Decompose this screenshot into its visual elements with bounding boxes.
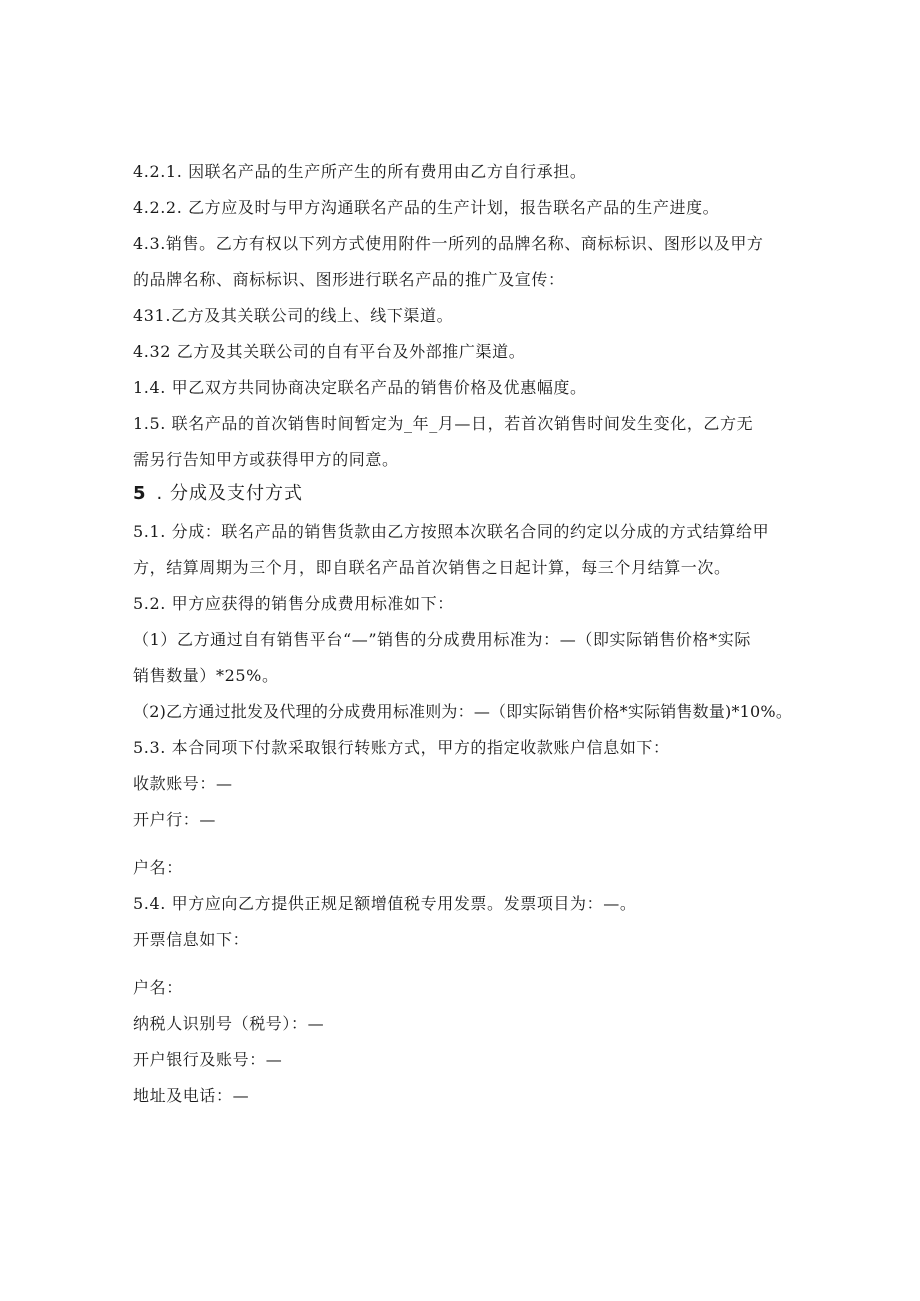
- section-5-number: 5: [133, 483, 147, 504]
- account-number: 收款账号：—: [133, 774, 233, 793]
- clause-4-3-line-2: 的品牌名称、商标标识、图形进行联名产品的推广及宣传：: [133, 270, 565, 289]
- clause-5-2-item-2: （2)乙方通过批发及代理的分成费用标准则为：—（即实际销售价格*实际销售数量)*10%。: [133, 702, 793, 721]
- account-name: 户名：: [133, 858, 183, 877]
- clause-5-3: 5.3. 本合同项下付款采取银行转账方式，甲方的指定收款账户信息如下：: [133, 738, 670, 757]
- clause-1-5-line-2: 需另行告知甲方或获得甲方的同意。: [133, 450, 399, 469]
- clause-4-2-2: 4.2.2. 乙方应及时与甲方沟通联名产品的生产计划，报告联名产品的生产进度。: [133, 198, 720, 217]
- clause-1-5-line-1: 1.5. 联名产品的首次销售时间暂定为_年_月—日，若首次销售时间发生变化，乙方无: [133, 414, 754, 433]
- clause-4-3-1: 431.乙方及其关联公司的线上、线下渠道。: [133, 306, 454, 325]
- clause-5-2-item-1-line-2: 销售数量）*25%。: [133, 666, 279, 685]
- invoice-info-label: 开票信息如下：: [133, 930, 250, 949]
- section-5-title: . 分成及支付方式: [156, 483, 303, 504]
- clause-5-1-line-2: 方，结算周期为三个月，即自联名产品首次销售之日起计算，每三个月结算一次。: [133, 558, 731, 577]
- clause-4-3-2: 4.32 乙方及其关联公司的自有平台及外部推广渠道。: [133, 342, 526, 361]
- clause-4-3-line-1: 4.3.销售。乙方有权以下列方式使用附件一所列的品牌名称、商标标识、图形以及甲方: [133, 234, 764, 253]
- taxpayer-id: 纳税人识别号（税号）：—: [133, 1014, 325, 1033]
- address-phone: 地址及电话：—: [133, 1086, 250, 1105]
- clause-5-2: 5.2. 甲方应获得的销售分成费用标准如下：: [133, 594, 454, 613]
- invoice-bank-account: 开户银行及账号：—: [133, 1050, 283, 1069]
- clause-5-4: 5.4. 甲方应向乙方提供正规足额增值税专用发票。发票项目为：—。: [133, 894, 637, 913]
- clause-5-1-line-1: 5.1. 分成：联名产品的销售货款由乙方按照本次联名合同的约定以分成的方式结算给甲: [133, 522, 770, 541]
- invoice-account-name: 户名：: [133, 978, 183, 997]
- section-5-heading: [133, 484, 303, 504]
- clause-1-4: 1.4. 甲乙双方共同协商决定联名产品的销售价格及优惠幅度。: [133, 378, 587, 397]
- clause-4-2-1: 4.2.1. 因联名产品的生产所产生的所有费用由乙方自行承担。: [133, 162, 587, 181]
- bank-branch: 开户行：—: [133, 810, 217, 829]
- clause-5-2-item-1-line-1: （1）乙方通过自有销售平台“—”销售的分成费用标准为：—（即实际销售价格*实际: [133, 630, 751, 649]
